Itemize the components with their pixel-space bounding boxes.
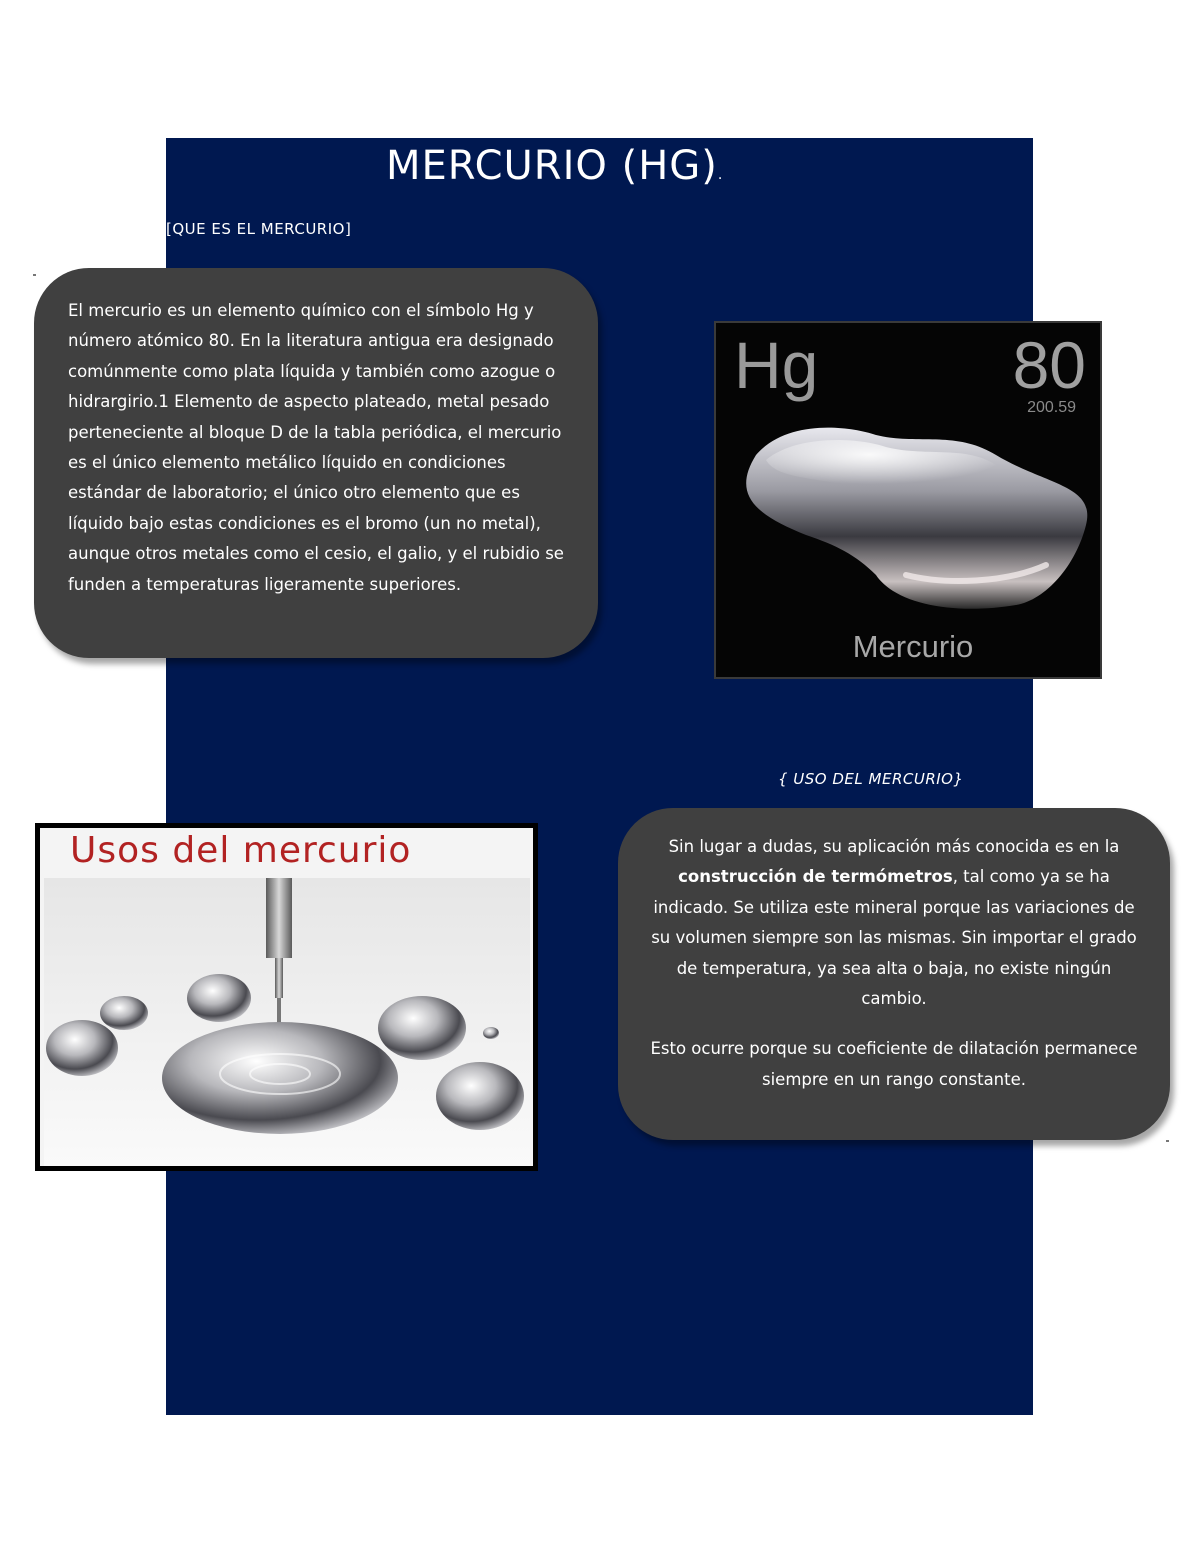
paragraph-uso-1: Sin lugar a dudas, su aplicación más conocida es en la construcción de termómetros, tal como ya se ha indicado. Se utiliza este mineral porque las variaciones de su volumen siempre son las mismas. Sin importar el grado de temperatura, ya sea alta o baja, no existe ningún cambio. — [651, 837, 1137, 1009]
usos-image-title: Usos del mercurio — [70, 830, 412, 871]
mercury-drops-icon — [44, 878, 530, 1168]
atomic-number: 80 — [1012, 328, 1086, 402]
edge-mark — [33, 274, 36, 276]
info-bubble-que-es — [34, 268, 598, 658]
mercury-blob-icon — [726, 415, 1096, 635]
info-bubble-uso — [618, 808, 1170, 1140]
atomic-mass: 200.59 — [1027, 399, 1076, 416]
section-heading-uso: { USO DEL MERCURIO} — [778, 770, 964, 788]
paragraph-uso-2: Esto ocurre porque su coeficiente de dilatación permanece siempre en un rango constante. — [650, 1039, 1138, 1089]
section-heading-que-es: [QUE ES EL MERCURIO] — [166, 220, 352, 238]
element-symbol: Hg — [734, 328, 819, 402]
usos-image — [35, 823, 538, 1171]
element-tile-image — [714, 321, 1102, 679]
element-name: Mercurio — [852, 629, 974, 664]
edge-mark — [1166, 1140, 1169, 1142]
page-title: MERCURIO (HG). — [386, 143, 724, 189]
paragraph-que-es: El mercurio es un elemento químico con el símbolo Hg y número atómico 80. En la literatura antigua era designado comúnmente como plata líquida y también como azogue o hidrargirio.1 Elemento de aspecto plateado, metal pesado perteneciente al bloque D de la tabla periódica, el mercurio es el único elemento metálico líquido en condiciones estándar de laboratorio; el único otro elemento que es líquido bajo estas condiciones es el bromo (un no metal), aunque otros metales como el cesio, el galio, y el rubidio se funden a temperaturas ligeramente superiores. — [68, 301, 564, 594]
